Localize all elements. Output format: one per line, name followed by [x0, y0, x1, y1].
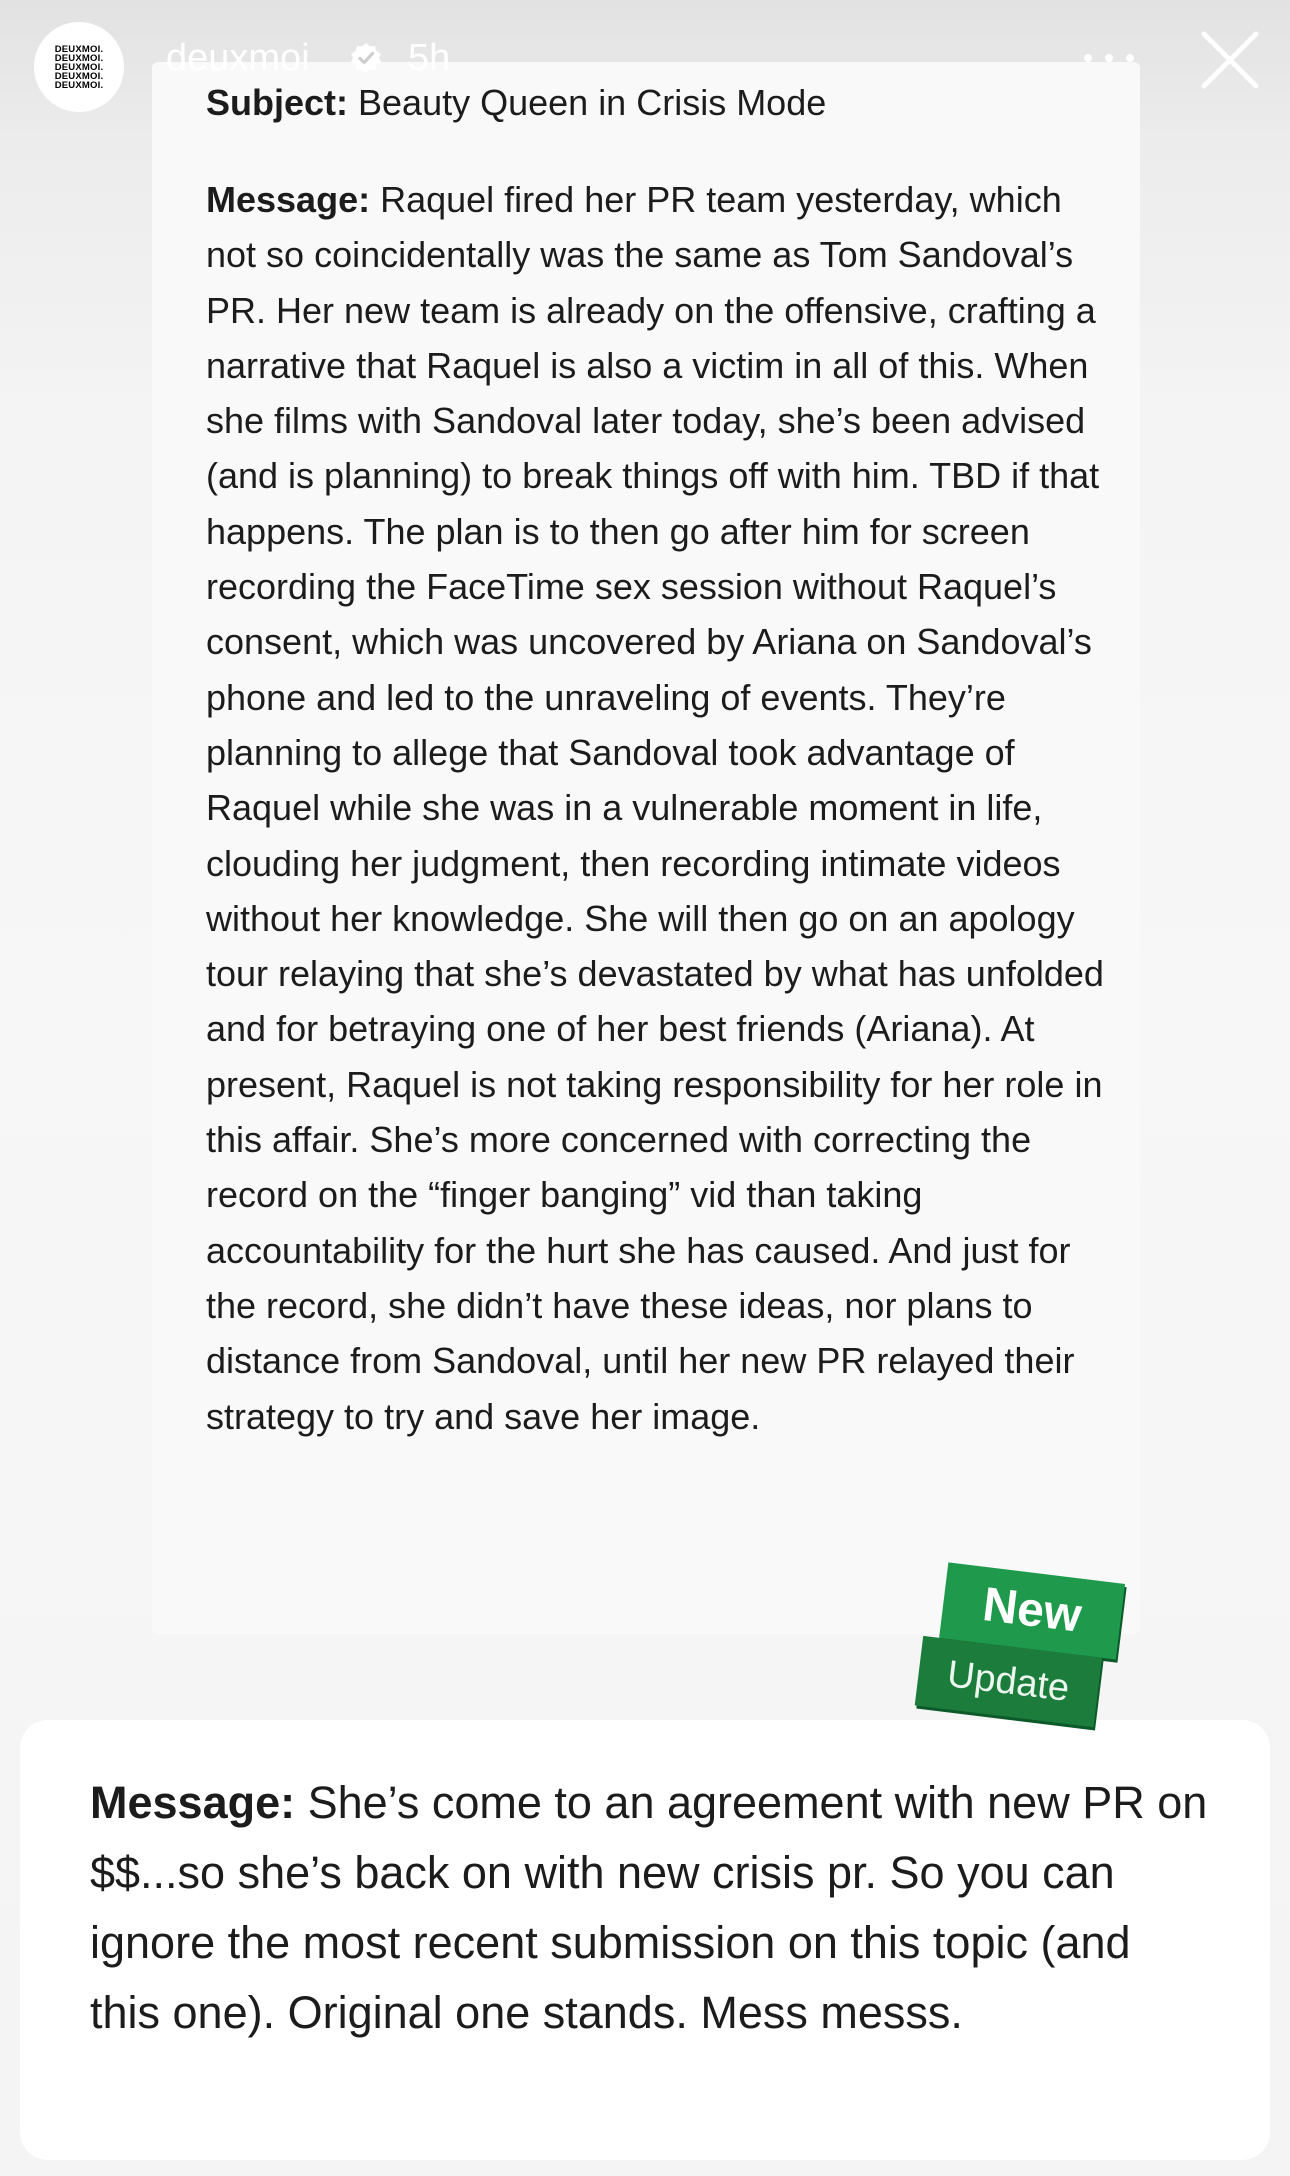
- avatar-logo-line: DEUXMOI.: [54, 43, 104, 55]
- more-dot: [1084, 54, 1092, 62]
- subject-text: Beauty Queen in Crisis Mode: [348, 82, 827, 123]
- message-text: Raquel fired her PR team yesterday, which not so coincidentally was the same as Tom Sandoval’s PR. Her new team is already on the offensive, crafting a narrative that Raquel is also a victim in all of this. When she films with Sandoval later today, she’s been advised (and is planning) to break things off with him. TBD if that happens. The plan is to then go after him for screen recording the FaceTime sex session without Raquel’s consent, which was uncovered by Ariana on Sandoval’s phone and led to the unraveling of events. They’re planning to allege that Sandoval took advantage of Raquel while she was in a vulnerable moment in life, clouding her judgment, then recording intimate videos without her knowledge. She will then go on an apology tour relaying that she’s devastated by what has unfolded and for betraying one of her best friends (Ariana). At present, Raquel is not taking responsibility for her role in this affair. She’s more concerned with correcting the record on the “finger banging” vid than taking accountability for the hurt she has caused. And just for the record, she didn’t have these ideas, nor plans to distance from Sandoval, until her new PR relayed their strategy to try and save her image.: [206, 179, 1104, 1437]
- avatar-logo-line: DEUXMOI.: [54, 61, 104, 73]
- sticker-new-label: New: [939, 1562, 1125, 1659]
- update-message-label: Message:: [90, 1777, 296, 1828]
- message-label: Message:: [206, 179, 371, 220]
- submission-message: [206, 172, 1106, 1444]
- post-time: 5h: [408, 37, 451, 79]
- new-update-sticker: [913, 1560, 1131, 1743]
- avatar-logo-line: DEUXMOI.: [54, 52, 104, 64]
- avatar[interactable]: [34, 22, 124, 112]
- subject-label: Subject:: [206, 82, 349, 123]
- verified-badge-icon: [350, 42, 382, 74]
- avatar-logo-line: DEUXMOI.: [54, 70, 104, 82]
- avatar-logo-line: DEUXMOI.: [54, 79, 104, 91]
- sticker-update-label: Update: [915, 1636, 1102, 1727]
- username[interactable]: deuxmoi: [166, 37, 310, 79]
- update-message: [90, 1768, 1210, 2048]
- more-dot: [1126, 54, 1134, 62]
- more-dot: [1105, 54, 1113, 62]
- more-options-icon[interactable]: [1084, 46, 1134, 70]
- close-icon[interactable]: [1198, 28, 1262, 92]
- update-message-text: She’s come to an agreement with new PR on $$...so she’s back on with new crisis pr. So you can ignore the most recent submission on this topic (and this one). Original one stands. Mess messs.: [90, 1777, 1208, 2038]
- story-header: [0, 0, 1290, 130]
